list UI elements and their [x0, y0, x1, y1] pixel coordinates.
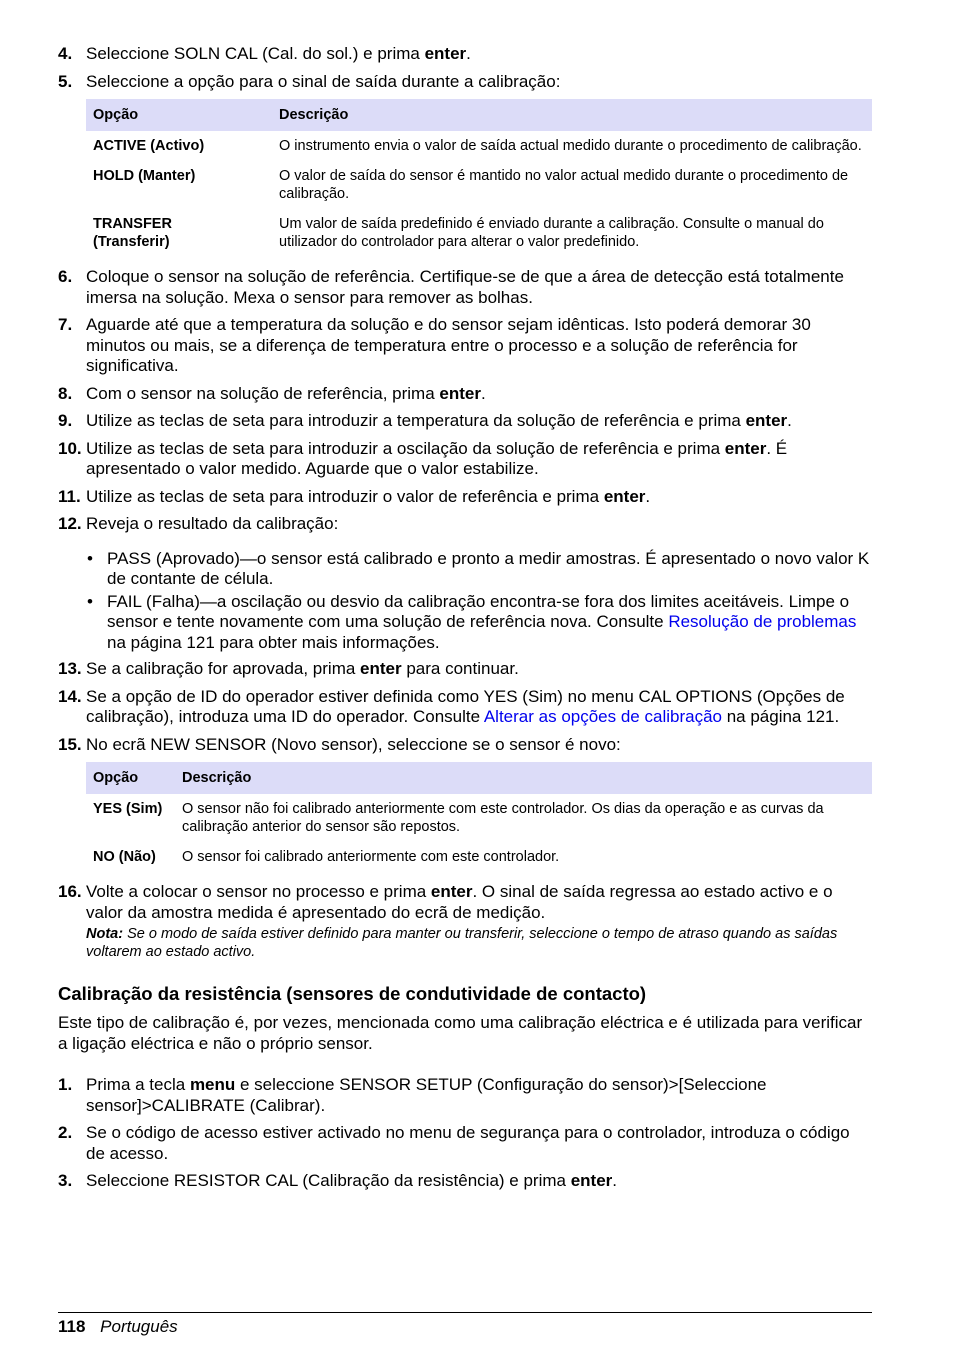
- step-text-end: .: [645, 486, 651, 506]
- table-header-row: [86, 99, 872, 131]
- step-number: 14.: [58, 686, 82, 706]
- column-header-description: Descrição: [175, 762, 872, 794]
- step-text: Se a opção de ID do operador estiver definida como YES (Sim) no menu CAL OPTIONS (Opções de calibração), introduza uma ID do operador. Consulte: [86, 686, 845, 726]
- steps-group-c: [58, 1075, 872, 1192]
- steps-group-b: [58, 267, 872, 535]
- output-signal-options-table: [86, 99, 872, 257]
- step-key: enter: [424, 44, 467, 63]
- column-header-option: Opção: [86, 762, 175, 794]
- step-item: [58, 659, 872, 680]
- step-number: 4.: [58, 44, 73, 63]
- description-cell: O sensor não foi calibrado anteriormente com este controlador. Os dias da operação e as curvas da calibração anterior do sensor são repostos.: [182, 801, 824, 835]
- step-item: [58, 44, 872, 65]
- description-cell: O valor de saída do sensor é mantido no valor actual medido durante o procedimento de calibração.: [279, 168, 849, 202]
- step-text-end: . O sinal de saída regressa ao estado activo e o valor da amostra medida é apresentado do ecrã de medição.: [86, 882, 833, 922]
- step-number: 10.: [58, 438, 82, 458]
- step-text: Aguarde até que a temperatura da solução e do sensor sejam idênticas. Isto poderá demorar 30 minutos ou mais, se a diferença de temperatura entre o processo e a solução de referência for significativa.: [86, 315, 811, 375]
- step-item: [58, 1123, 872, 1164]
- description-cell: Um valor de saída predefinido é enviado durante a calibração. Consulte o manual do utilizador do controlador para alterar o valor predefinido.: [279, 216, 824, 250]
- step-text: Coloque o sensor na solução de referência. Certifique-se de que a área de detecção está totalmente imersa na solução. Mexa o sensor para remover as bolhas.: [86, 267, 844, 307]
- step-item: [58, 439, 872, 480]
- step-number: 6.: [58, 267, 73, 286]
- bullet-text-end: na página 121 para obter mais informações.: [107, 632, 440, 652]
- step-text-end: .: [787, 411, 792, 430]
- step-key: enter: [439, 383, 481, 403]
- option-cell: HOLD (Manter): [93, 168, 196, 184]
- step-text: Se a calibração for aprovada, prima: [86, 659, 361, 678]
- step-item: [58, 384, 872, 405]
- table-row: [86, 131, 872, 161]
- step-key: enter: [603, 486, 646, 506]
- step-text: Utilize as teclas de seta para introduzir a temperatura da solução de referência e prima: [86, 411, 746, 430]
- step-number: 9.: [58, 411, 73, 430]
- step-number: 11.: [58, 486, 81, 506]
- note-text: Se o modo de saída estiver definido para manter ou transferir, seleccione o tempo de atraso quando as saídas voltarem ao estado activo.: [86, 926, 838, 960]
- step-number: 8.: [58, 383, 73, 403]
- option-cell: [86, 209, 272, 257]
- bullet-marker: •: [87, 591, 93, 611]
- document-page: [58, 44, 872, 1199]
- note: [86, 925, 872, 961]
- step-number: 12.: [58, 514, 82, 533]
- table-row: [86, 794, 872, 842]
- step-text: Seleccione SOLN CAL (Cal. do sol.) e prima: [86, 44, 425, 63]
- table-row: [86, 209, 872, 257]
- step-item: [58, 1171, 872, 1192]
- troubleshooting-link[interactable]: Resolução de problemas: [668, 612, 857, 631]
- step-text: No ecrã NEW SENSOR (Novo sensor), seleccione se o sensor é novo:: [86, 734, 621, 754]
- step-item: [58, 487, 872, 508]
- step-text: Seleccione a opção para o sinal de saída durante a calibração:: [86, 71, 561, 91]
- step-number: 2.: [58, 1123, 73, 1142]
- step-number: 16.: [58, 882, 82, 901]
- step-number: 3.: [58, 1171, 73, 1190]
- step-text: Seleccione RESISTOR CAL (Calibração da resistência) e prima: [86, 1171, 571, 1190]
- option-cell: YES (Sim): [93, 801, 163, 817]
- step-text: Utilize as teclas de seta para introduzir a oscilação da solução de referência e prima: [86, 438, 725, 458]
- step-text-end: . É apresentado o valor medido. Aguarde que o valor estabilize.: [86, 438, 788, 478]
- step-item: [58, 735, 872, 756]
- option-cell: NO (Não): [93, 849, 156, 865]
- step-item: [58, 687, 872, 728]
- step-text: Prima a tecla: [86, 1075, 190, 1094]
- note-label: Nota:: [86, 926, 124, 942]
- page-footer: [58, 1312, 872, 1337]
- step-number: 5.: [58, 71, 73, 91]
- description-cell: O instrumento envia o valor de saída actual medido durante o procedimento de calibração.: [279, 138, 862, 154]
- step-text-end: .: [480, 383, 486, 403]
- step-text-end: .: [612, 1171, 618, 1190]
- step-key: menu: [189, 1075, 236, 1094]
- calibration-options-link[interactable]: Alterar as opções de calibração: [483, 707, 722, 726]
- calibration-result-list: [86, 549, 872, 654]
- step-key: enter: [724, 438, 767, 458]
- step-item: [58, 315, 872, 377]
- page-number: 118: [58, 1317, 86, 1336]
- list-item: [86, 549, 872, 590]
- step-number: 1.: [58, 1075, 73, 1094]
- step-text: Volte a colocar o sensor no processo e prima: [86, 882, 431, 901]
- step-item: [58, 72, 872, 93]
- step-number: 15.: [58, 734, 82, 754]
- option-text: TRANSFER (Transferir): [93, 216, 172, 250]
- list-item: [86, 592, 872, 654]
- step-text: Com o sensor na solução de referência, prima: [86, 383, 440, 403]
- step-text: Se o código de acesso estiver activado no menu de segurança para o controlador, introduza o código de acesso.: [86, 1123, 850, 1163]
- section-heading: Calibração da resistência (sensores de condutividade de contacto): [58, 983, 647, 1004]
- step-text-end: na página 121.: [721, 707, 840, 726]
- table-header-row: [86, 762, 872, 794]
- step-text-end: para continuar.: [401, 659, 519, 678]
- table-row: [86, 161, 872, 209]
- step-text: Utilize as teclas de seta para introduzir o valor de referência e prima: [86, 486, 604, 506]
- footer-language: Português: [100, 1317, 178, 1336]
- bullet-text: PASS (Aprovado)—o sensor está calibrado e pronto a medir amostras. É apresentado o novo valor K de contante de célula.: [107, 548, 870, 588]
- step-key: enter: [745, 411, 788, 430]
- column-header-option: Opção: [86, 99, 272, 131]
- table-row: [86, 842, 872, 872]
- step-number: 13.: [58, 659, 82, 678]
- step-key: enter: [430, 882, 473, 901]
- new-sensor-options-table: [86, 762, 872, 872]
- step-number: 7.: [58, 315, 73, 334]
- step-item: [58, 411, 872, 432]
- step-key: enter: [360, 659, 402, 678]
- step-text: Reveja o resultado da calibração:: [86, 514, 339, 533]
- description-cell: O sensor foi calibrado anteriormente com este controlador.: [182, 849, 560, 865]
- step-item: [58, 267, 872, 308]
- steps-group-a: [58, 44, 872, 92]
- step-key: enter: [570, 1171, 613, 1190]
- column-header-description: Descrição: [272, 99, 872, 131]
- step-item: [58, 1075, 872, 1116]
- section-intro: Este tipo de calibração é, por vezes, mencionada como uma calibração eléctrica e é utilizada para verificar a ligação eléctrica e não o próprio sensor.: [58, 1013, 863, 1053]
- step-item: [58, 882, 872, 961]
- step-text-end: e seleccione SENSOR SETUP (Configuração do sensor)>[Seleccione sensor]>CALIBRATE (Calibrar).: [86, 1075, 767, 1115]
- option-cell: ACTIVE (Activo): [93, 138, 205, 154]
- step-item: [58, 514, 872, 535]
- step-text-end: .: [466, 44, 471, 63]
- bullet-marker: •: [87, 548, 93, 568]
- bullet-text: FAIL (Falha)—a oscilação ou desvio da calibração encontra-se fora dos limites aceitáveis. Limpe o sensor e tente novamente com uma solução de referência nova. Consulte: [107, 591, 850, 631]
